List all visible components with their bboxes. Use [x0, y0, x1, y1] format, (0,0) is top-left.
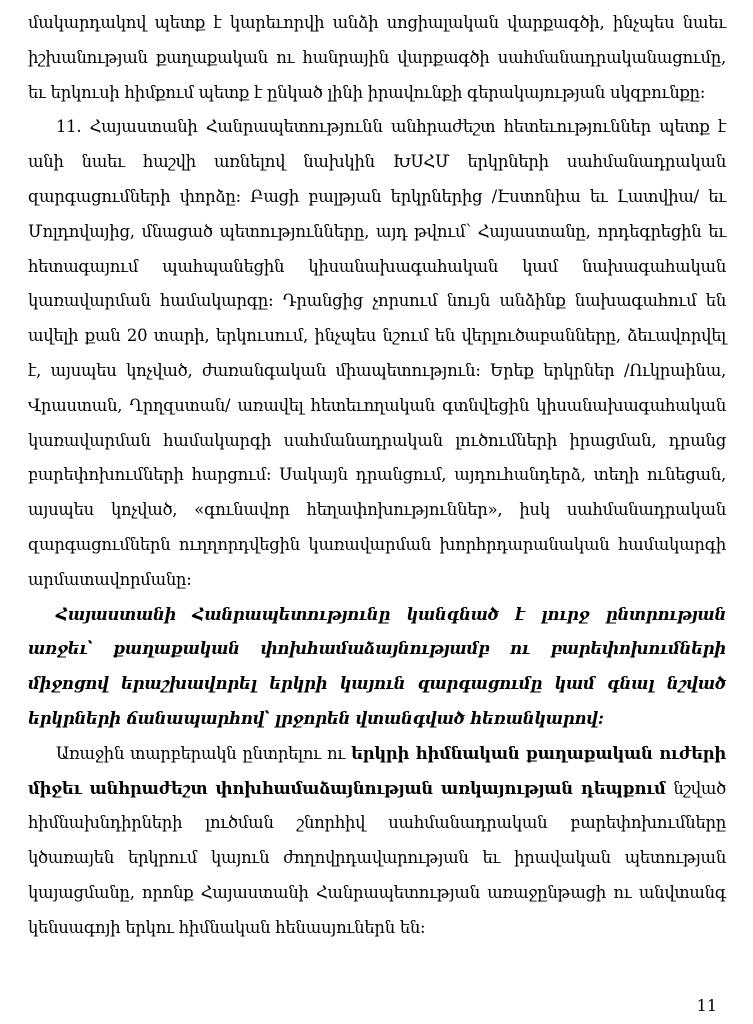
- page-number: 11: [696, 996, 717, 1015]
- paragraph-4-bold: երկրի հիմնական քաղաքական ուժերի միջեւ անհրաժեշտ փոխհամաձայնության առկայության դեպքում: [28, 743, 727, 798]
- document-page: [28, 6, 726, 946]
- paragraph-4-rest: նշված հիմնախնդիրների լուծման շնորհիվ սահմանադրական բարեփոխումները կծառայեն երկրում կայուն ժողովրդավարության եւ իրավական պետության կայացմանը, որոնք Հայաստանի Հանրապետության առաջընթացի ու անվտանգ կենսագոյի երկու հիմնական հենասյուներն են:: [28, 778, 726, 937]
- paragraph-4: [28, 737, 726, 946]
- paragraph-4-lead: Առաջին տարբերակն ընտրելու ու: [56, 743, 352, 763]
- paragraph-2: 11. Հայաստանի Հանրապետությունն անհրաժեշտ հետեւություններ պետք է անի նաեւ հաշվի առնելով նախկին ԽՍՀՄ երկրների սահմանադրական զարգացումների փորձը: Բացի բալթյան երկրներից /Էստոնիա եւ Լատվիա/ եւ Մոլդովայից, մնացած պետությունները, այդ թվում՝ Հայաստանը, որդեգրեցին եւ հետագայում պահպանեցին կիսանախագահական կամ նախագահական կառավարման համակարգը: Դրանցից չորսում նույն անձինք նախագահում են ավելի քան 20 տարի, երկուսում, ինչպես նշում են վերլուծաբանները, ձեւավորվել է, այսպես կոչված, ժառանգական միապետություն: Երեք երկրներ /Ուկրաինա, Վրաստան, Ղրղզստան/ առավել հետեւողական գտնվեցին կիսանախագահական կառավարման համակարգի սահմանադրական լուծումների իրացման, դրանց բարեփոխումների հարցում: Սակայն դրանցում, այդուհանդերձ, տեղի ունեցան, այսպես կոչված, «գունավոր հեղափոխություններ», իսկ սահմանադրական զարգացումներն ուղղորդվեցին կառավարման խորհրդարանական համակարգի արմատավորմանը:: [28, 117, 726, 589]
- paragraph-1: մակարդակով պետք է կարեւորվի անձի սոցիալական վարքագծի, ինչպես նաեւ իշխանության քաղաքական ու հանրային վարքագծի սահմանադրականացումը, եւ երկուսի հիմքում պետք է ընկած լինի իրավունքի գերակայության սկզբունքը:: [28, 13, 726, 102]
- paragraph-3-emphasis: Հայաստանի Հանրապետությունը կանգնած է լուրջ ընտրության առջեւ՝ քաղաքական փոխհամաձայնությամբ ու բարեփոխումների միջոցով երաշխավորել երկրի կայուն զարգացումը կամ գնալ նշված երկրների ճանապարհով՝ լրջորեն վտանգված հեռանկարով:: [28, 604, 726, 728]
